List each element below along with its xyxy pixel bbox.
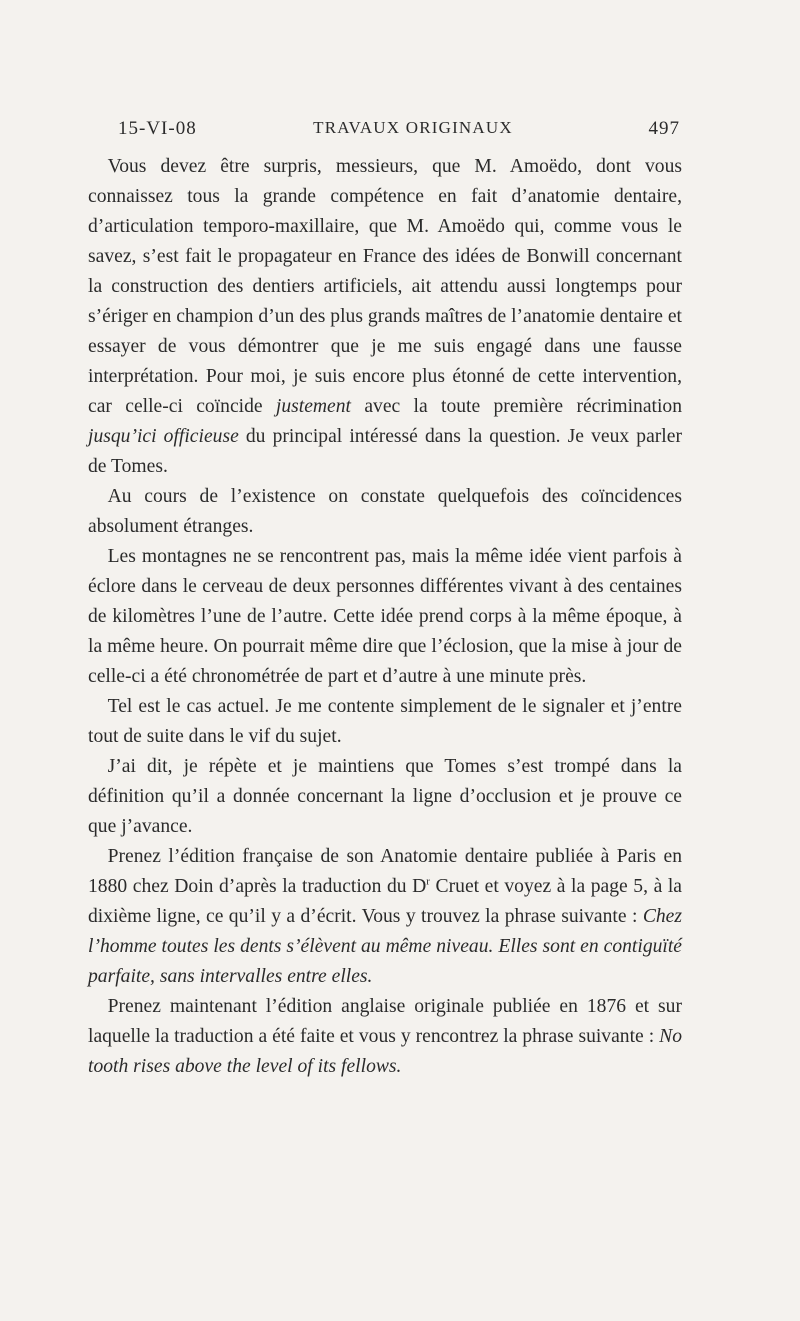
page-body	[88, 152, 682, 1082]
paragraph-2-text: Au cours de l’existence on constate quelquefois des coïncidences absolument étranges.	[88, 486, 682, 537]
paragraph-1-italic-justement: justement	[275, 396, 351, 417]
paragraph-7	[88, 992, 682, 1082]
paragraph-1-italic-officieuse: jusqu’ici officieuse	[88, 426, 239, 447]
paragraph-4-text: Tel est le cas actuel. Je me contente simplement de le signaler et j’entre tout de suite dans le vif du sujet.	[88, 696, 682, 747]
paragraph-1-text-a: Vous devez être surpris, messieurs, que M. Amoëdo, dont vous connaissez tous la grande compétence en fait d’anatomie dentaire, d’articulation temporo-maxillaire, que M. Amoëdo qui, comme vous le savez, s’est fait le propagateur en France des idées de Bonwill concernant la construction des dentiers artificiels, ait attendu aussi longtemps pour s’ériger en champion d’un des plus grands maîtres de l’anatomie dentaire et essayer de vous démontrer que je me suis engagé dans une fausse interprétation. Pour moi, je suis encore plus étonné de cette intervention, car celle-ci coïncide	[88, 156, 682, 417]
paragraph-3	[88, 542, 682, 692]
paragraph-4	[88, 692, 682, 752]
running-header	[118, 118, 680, 148]
paragraph-6-superscript: r	[426, 875, 430, 888]
paragraph-6	[88, 842, 682, 992]
paragraph-6-text-a: Prenez l’édition française de son Anatomie dentaire publiée à Paris en 1880 chez Doin d’après la traduction du D	[88, 846, 682, 897]
paragraph-6-text-b: Cruet et voyez à la page 5, à la dixième ligne, ce qu’il y a d’écrit. Vous y trouvez la phrase suivante :	[88, 876, 682, 927]
paragraph-5	[88, 752, 682, 842]
paragraph-1-text-c: du principal intéressé dans la question. Je veux parler de Tomes.	[88, 426, 682, 477]
paragraph-7-text-a: Prenez maintenant l’édition anglaise originale publiée en 1876 et sur laquelle la traduction a été faite et vous y rencontrez la phrase suivante :	[88, 996, 682, 1047]
paragraph-7-italic-quote: No tooth rises above the level of its fellows.	[88, 1026, 682, 1077]
paragraph-2	[88, 482, 682, 542]
header-section-title: TRAVAUX ORIGINAUX	[313, 118, 513, 137]
header-date: 15-VI-08	[118, 118, 197, 139]
paragraph-3-text: Les montagnes ne se rencontrent pas, mais la même idée vient parfois à éclore dans le cerveau de deux personnes différentes vivant à des centaines de kilomètres l’une de l’autre. Cette idée prend corps à la même époque, à la même heure. On pourrait même dire que l’éclosion, que la mise à jour de celle-ci a été chronométrée de part et d’autre à une minute près.	[88, 546, 682, 687]
paragraph-1	[88, 152, 682, 482]
header-page-number: 497	[648, 118, 680, 139]
paragraph-6-italic-quote: Chez l’homme toutes les dents s’élèvent au même niveau. Elles sont en contiguïté parfaite, sans intervalles entre elles.	[88, 906, 682, 987]
paragraph-1-text-b: avec la toute première récrimination	[351, 396, 682, 417]
paragraph-5-text: J’ai dit, je répète et je maintiens que Tomes s’est trompé dans la définition qu’il a donnée concernant la ligne d’occlusion et je prouve ce que j’avance.	[88, 756, 682, 837]
